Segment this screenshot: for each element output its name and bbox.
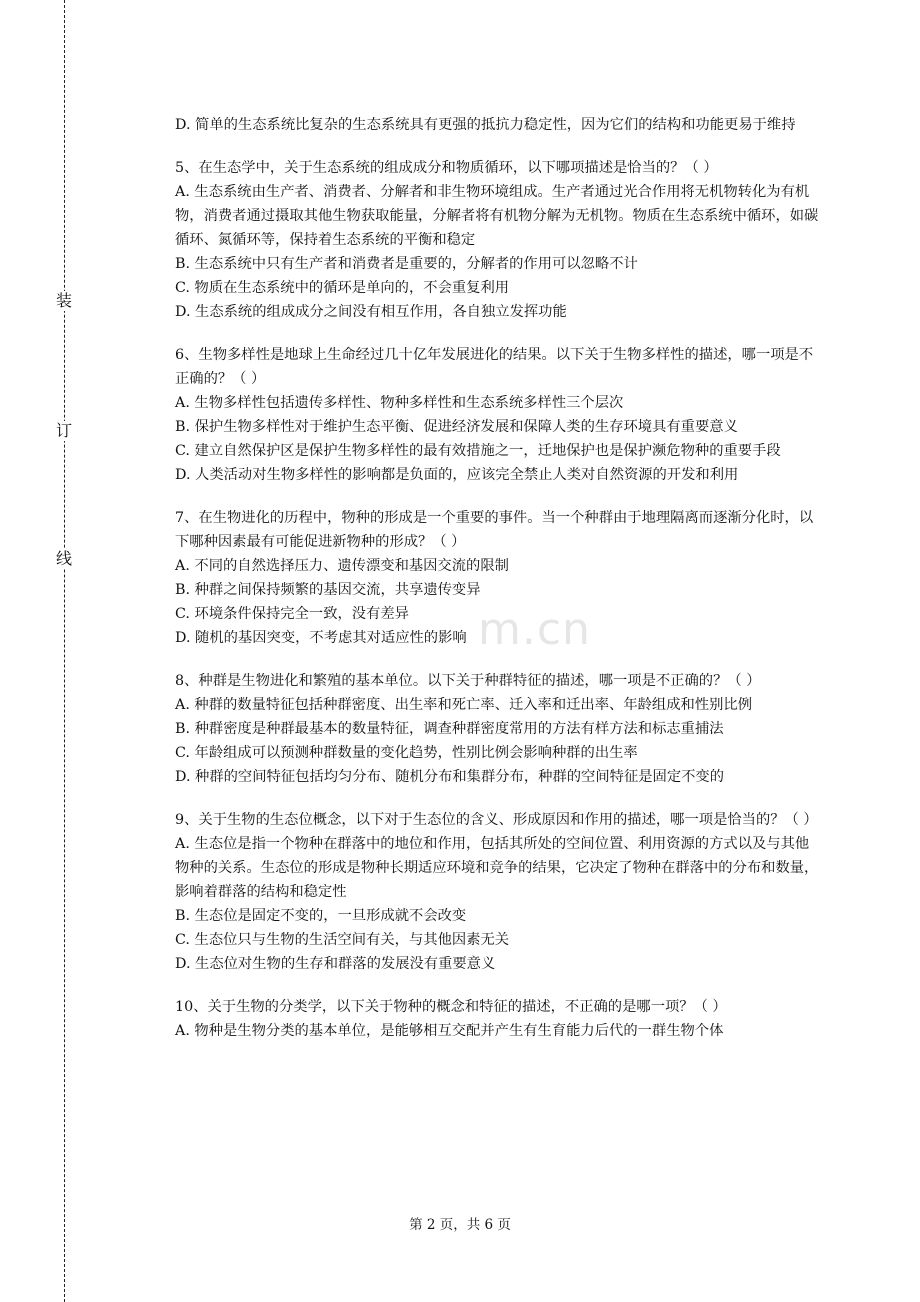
question-6: [175, 343, 820, 487]
exam-content: [175, 113, 820, 1043]
option-a: A. 生态系统由生产者、消费者、分解者和非生物环境组成。生产者通过光合作用将无机物转化为有机物，消费者通过摄取其他生物获取能量，分解者将有机物分解为无机物。物质在生态系统中循环，如碳循环、氮循环等，保持着生态系统的平衡和稳定: [175, 184, 819, 248]
question-stem: 9、关于生物的生态位概念，以下对于生态位的含义、形成原因和作用的描述，哪一项是恰当的？（ ）: [175, 812, 818, 828]
option-d: D. 生态位对生物的生存和群落的发展没有重要意义: [175, 956, 496, 972]
option-a: A. 种群的数量特征包括种群密度、出生率和死亡率、迁入率和迁出率、年龄组成和性别比例: [175, 697, 752, 713]
option-c: C. 生态位只与生物的生活空间有关，与其他因素无关: [175, 932, 510, 948]
question-7: [175, 506, 820, 650]
carry-over-option: D. 简单的生态系统比复杂的生态系统具有更强的抵抗力稳定性，因为它们的结构和功能更易于维持: [175, 117, 796, 133]
option-c: C. 物质在生态系统中的循环是单向的，不会重复利用: [175, 280, 510, 296]
question-8: [175, 669, 820, 789]
binding-dashed-line: [64, 0, 65, 1302]
question-10: [175, 995, 820, 1043]
option-d: D. 随机的基因突变，不考虑其对适应性的影响: [175, 630, 467, 646]
option-b: B. 生态系统中只有生产者和消费者是重要的，分解者的作用可以忽略不计: [175, 256, 638, 272]
question-stem: 10、关于生物的分类学，以下关于物种的概念和特征的描述，不正确的是哪一项？（ ）: [175, 999, 727, 1015]
binding-char-xian: 线: [56, 549, 73, 568]
option-c: C. 年龄组成可以预测种群数量的变化趋势，性别比例会影响种群的出生率: [175, 745, 638, 761]
option-a: A. 生物多样性包括遗传多样性、物种多样性和生态系统多样性三个层次: [175, 395, 624, 411]
option-b: B. 保护生物多样性对于维护生态平衡、促进经济发展和保障人类的生存环境具有重要意义: [175, 419, 738, 435]
question-stem: 5、在生态学中，关于生态系统的组成成分和物质循环，以下哪项描述是恰当的？（ ）: [175, 160, 718, 176]
option-b: B. 生态位是固定不变的，一旦形成就不会改变: [175, 908, 467, 924]
option-c: C. 环境条件保持完全一致，没有差异: [175, 606, 409, 622]
question-5: [175, 156, 820, 324]
question-9: [175, 808, 820, 976]
question-stem: 7、在生物进化的历程中，物种的形成是一个重要的事件。当一个种群由于地理隔离而逐渐分化时，以下哪种因素最有可能促进新物种的形成？（ ）: [175, 510, 814, 550]
option-b: B. 种群之间保持频繁的基因交流，共享遗传变异: [175, 582, 481, 598]
option-c: C. 建立自然保护区是保护生物多样性的最有效措施之一，迁地保护也是保护濒危物种的重要手段: [175, 443, 781, 459]
watermark: m.cn: [478, 604, 591, 655]
option-d: D. 人类活动对生物多样性的影响都是负面的，应该完全禁止人类对自然资源的开发和利用: [175, 467, 739, 483]
option-a: A. 不同的自然选择压力、遗传漂变和基因交流的限制: [175, 558, 509, 574]
option-d: D. 种群的空间特征包括均匀分布、随机分布和集群分布，种群的空间特征是固定不变的: [175, 769, 725, 785]
binding-char-ding: 订: [56, 421, 73, 440]
option-a: A. 生态位是指一个物种在群落中的地位和作用，包括其所处的空间位置、利用资源的方式以及与其他物种的关系。生态位的形成是物种长期适应环境和竞争的结果，它决定了物种在群落中的分布和数量，影响着群落的结构和稳定性: [175, 836, 819, 900]
option-a: A. 物种是生物分类的基本单位，是能够相互交配并产生有生育能力后代的一群生物个体: [175, 1023, 724, 1039]
question-stem: 8、种群是生物进化和繁殖的基本单位。以下关于种群特征的描述，哪一项是不正确的？（ ）: [175, 673, 761, 689]
question-stem: 6、生物多样性是地球上生命经过几十亿年发展进化的结果。以下关于生物多样性的描述，哪一项是不正确的？（ ）: [175, 347, 814, 387]
page-footer: 第 2 页，共 6 页: [409, 1217, 511, 1233]
binding-char-zhuang: 装: [56, 291, 73, 310]
option-b: B. 种群密度是种群最基本的数量特征，调查种群密度常用的方法有样方法和标志重捕法: [175, 721, 724, 737]
option-d: D. 生态系统的组成成分之间没有相互作用，各自独立发挥功能: [175, 304, 567, 320]
